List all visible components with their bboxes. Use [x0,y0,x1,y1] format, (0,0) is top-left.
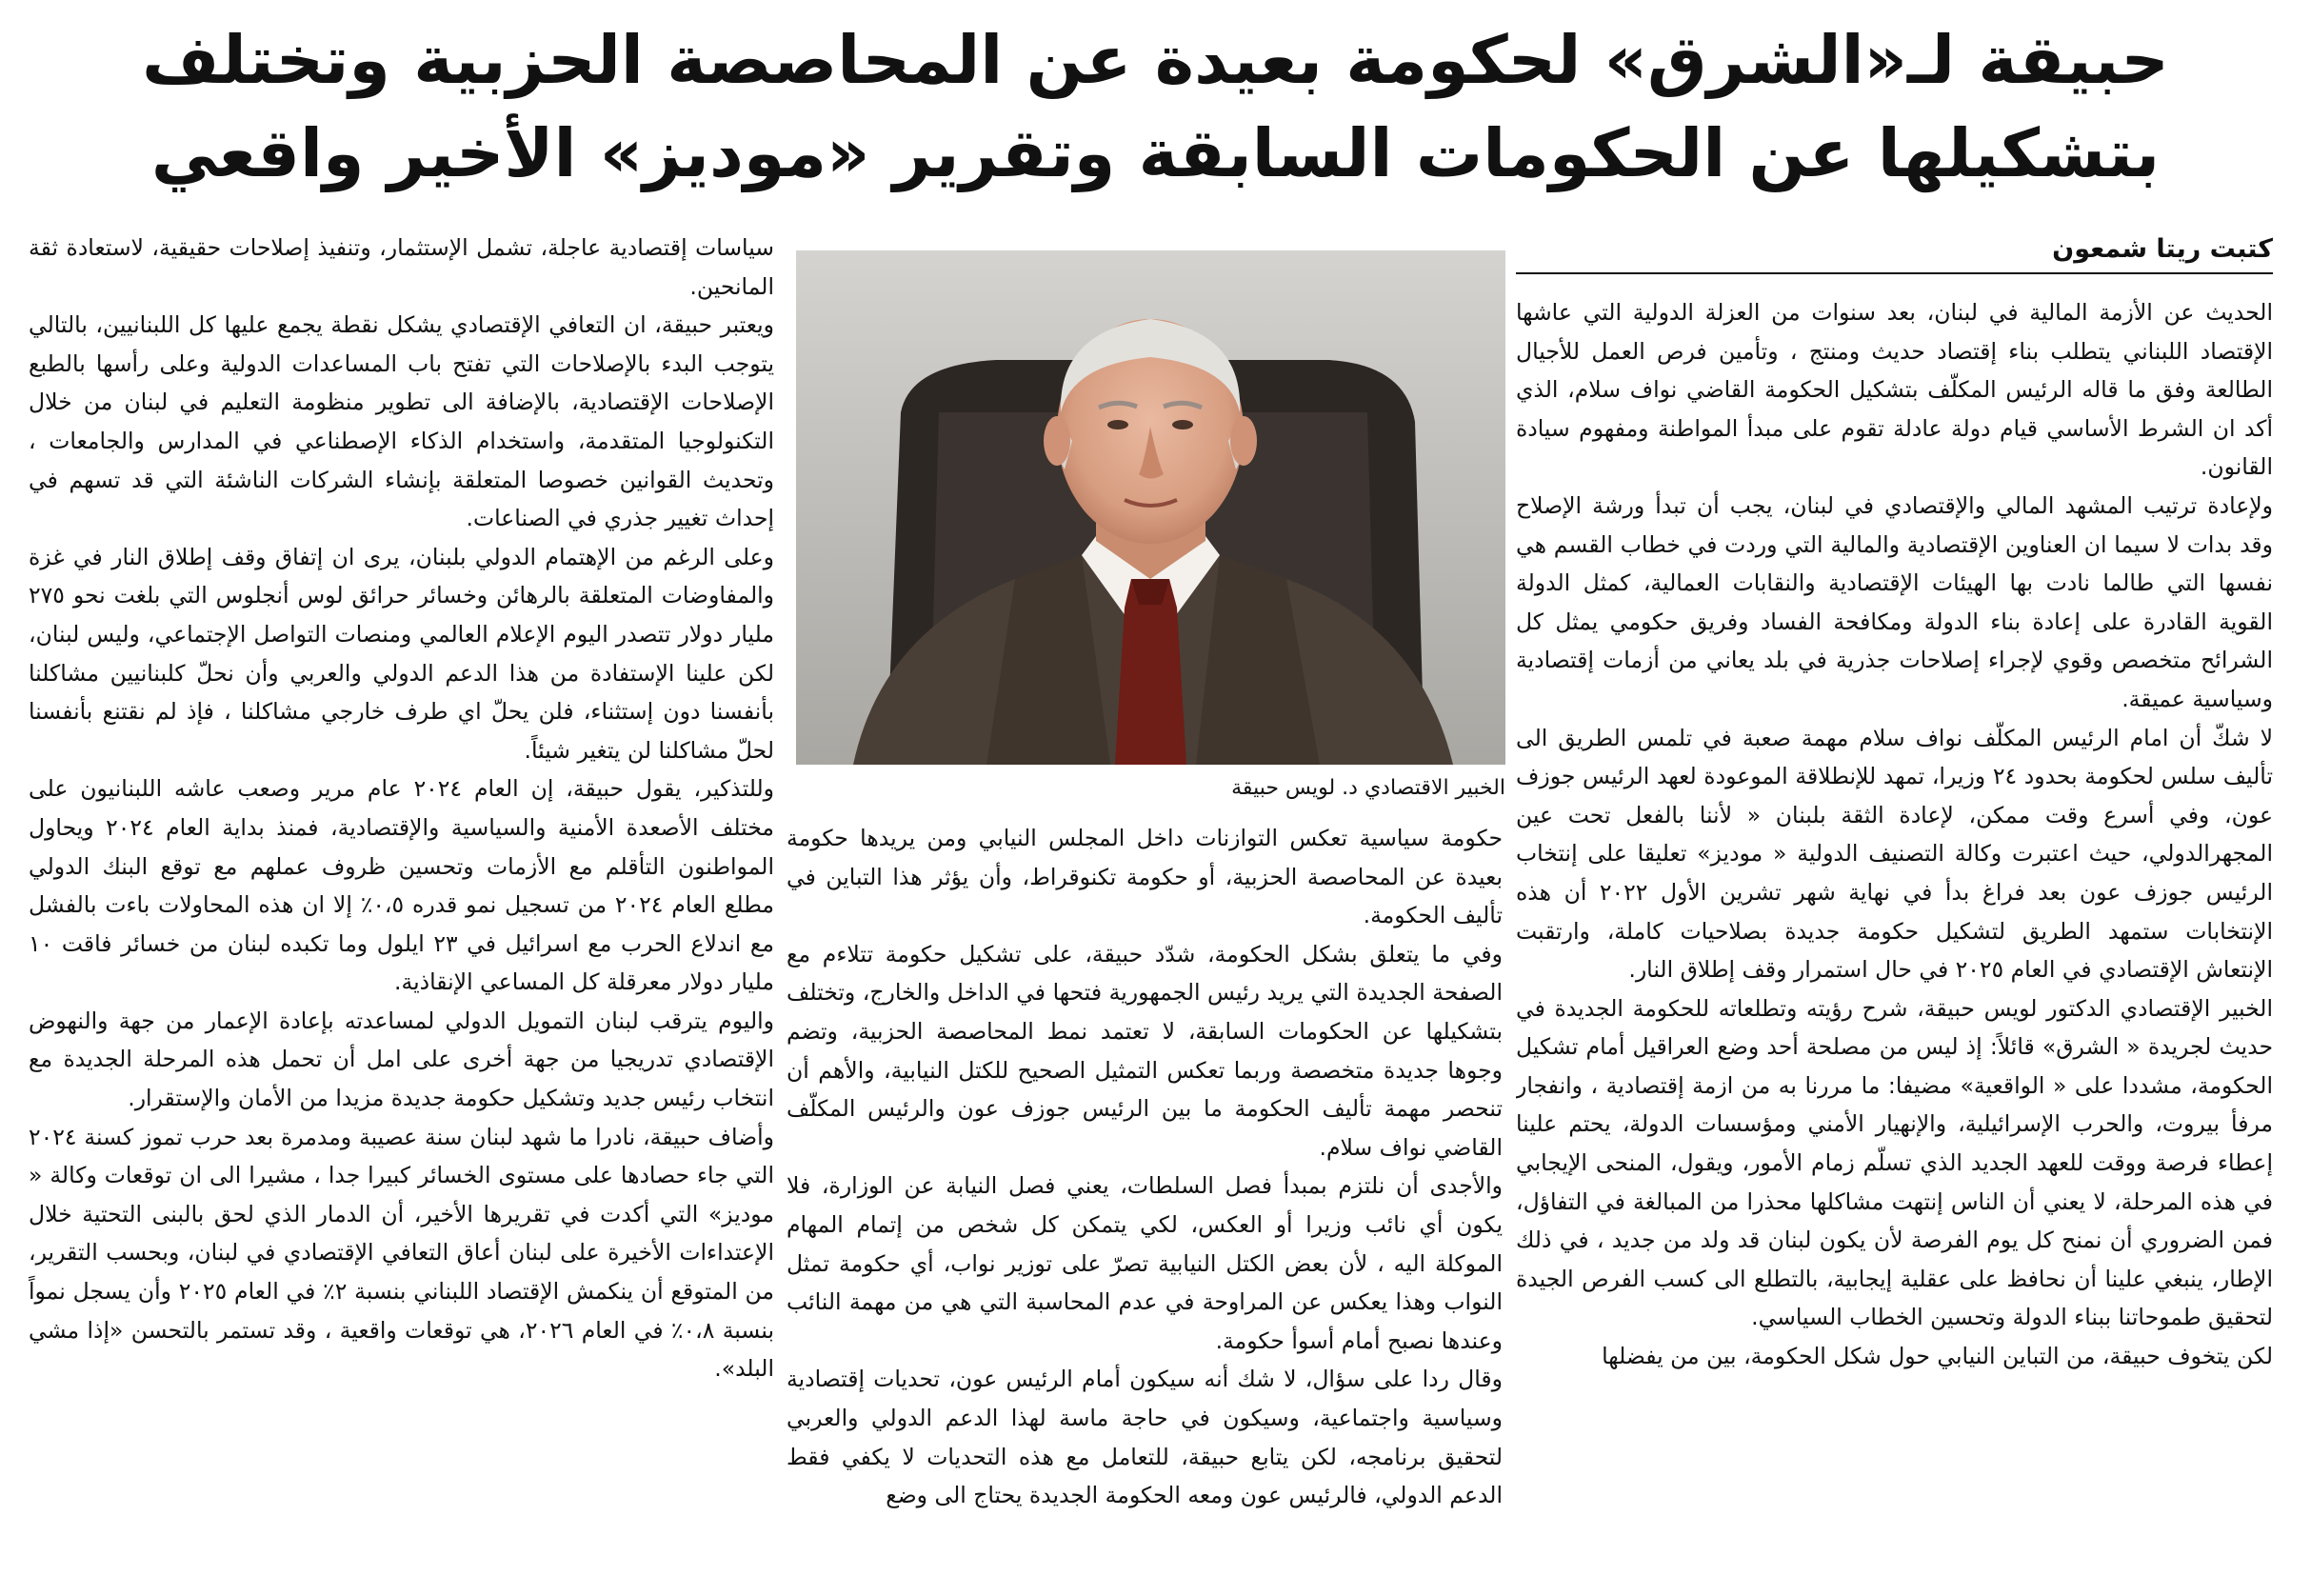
paragraph: الحديث عن الأزمة المالية في لبنان، بعد سنوات من العزلة الدولية التي عاشها الإقتصاد اللبناني يتطلب بناء إقتصاد حديث ومنتج ، وتأمين فرص العمل للأجيال الطالعة وفق ما قاله الرئيس المكلّف بتشكيل الحكومة القاضي نواف سلام، الذي أكد ان الشرط الأساسي قيام دولة عادلة تقوم على مبدأ المواطنة ومفهوم سيادة القانون. [1516,299,2273,481]
paragraph: سياسات إقتصادية عاجلة، تشمل الإستثمار، وتنفيذ إصلاحات حقيقية، لاستعادة ثقة المانحين. [29,234,774,300]
paragraph: الخبير الإقتصادي الدكتور لويس حبيقة، شرح رؤيته وتطلعاته للحكومة الجديدة في حديث لجريدة « الشرق» قائلاً: إذ ليس من مصلحة أحد وضع العراقيل أمام تشكيل الحكومة، مشددا على « الواقعية» مضيفا: ما مررنا به من ازمة إقتصادية ، وانفجار مرفأ بيروت، والحرب الإسرائيلية، والإنهيار الأمني ومؤسسات الدولة، يحتم علينا إعطاء فرصة ووقت للعهد الجديد الذي تسلّم زمام الأمور، ويقول، المنحى الإيجابي في هذه المرحلة، لا يعني أن الناس إنتهت مشاكلها محذرا من المبالغة في التفاؤل، فمن الضروري أن نمنح كل يوم الفرصة لأن يكون لبنان قد ولد من جديد ، في ذلك الإطار، ينبغي علينا أن نحافظ على عقلية إيجابية، بالتطلع الى كسب الفرص الجيدة لتحقيق طموحاتنا ببناء الدولة وتحسين الخطاب السياسي. [1516,994,2273,1331]
paragraph: والأجدى أن نلتزم بمبدأ فصل السلطات، يعني فصل النيابة عن الوزارة، فلا يكون أي نائب وزيرا أو العكس، لكي يتمكن كل شخص من إتمام المهام الموكلة اليه ، لأن بعض الكتل النيابية تصرّ على توزير نواب، أي حكومة تمثل النواب وهذا يعكس عن المراوحة في عدم المحاسبة التي هي من مهمة النائب وعندها نصبح أمام أسوأ حكومة. [787,1172,1503,1354]
paragraph: واليوم يترقب لبنان التمويل الدولي لمساعدته بإعادة الإعمار من جهة والنهوض الإقتصادي تدريجيا من جهة أخرى على امل أن تحمل هذه المرحلة الجديدة مع انتخاب رئيس جديد وتشكيل حكومة جديدة مزيدا من الأمان والإستقرار. [29,1007,774,1112]
headline-line-1: حبيقة لـ«الشرق» لحكومة بعيدة عن المحاصصة الحزبية وتختلف [142,21,2169,99]
paragraph: ويعتبر حبيقة، ان التعافي الإقتصادي يشكل نقطة يجمع عليها كل اللبنانيين، بالتالي يتوجب البدء بالإصلاحات التي تفتح باب المساعدات الدولية وعلى رأسها بالطبع الإصلاحات الإقتصادية، بالإضافة الى تطوير منظومة التعليم في لبنان من خلال التكنولوجيا المتقدمة، واستخدام الذكاء الإصطناعي في المدارس والجامعات ، وتحديث القوانين خصوصا المتعلقة بإنشاء الشركات الناشئة التي قد تسهم في إحداث تغيير جذري في الصناعات. [29,311,774,532]
article-column-right [1516,229,2273,1586]
portrait-illustration [796,250,1505,765]
article-column-left [29,229,774,1586]
paragraph: وقال ردا على سؤال، لا شك أنه سيكون أمام الرئيس عون، تحديات إقتصادية وسياسية واجتماعية، وسيكون في حاجة ماسة لهذا الدعم الدولي والعربي لتحقيق برنامجه، لكن يتابع حبيقة، للتعامل مع هذه التحديات لا يكفي فقط الدعم الدولي، فالرئيس عون ومعه الحكومة الجديدة يحتاج الى وضع [787,1366,1503,1509]
photo-caption: الخبير الاقتصادي د. لويس حبيقة [1231,776,1505,800]
paragraph: وعلى الرغم من الإهتمام الدولي بلبنان، يرى ان إتفاق وقف إطلاق النار في غزة والمفاوضات المتعلقة بالرهائن وخسائر حرائق لوس أنجلوس التي بلغت نحو ٢٧٥ مليار دولار تتصدر اليوم الإعلام العالمي ومنصات التواصل الإجتماعي، وليس لبنان، لكن علينا الإستفادة من هذا الدعم الدولي والعربي وأن نحلّ كلبنانيين مشاكلنا بأنفسنا دون إستثناء، فلن يحلّ اي طرف خارجي مشاكلنا ، فإذ لم نقتنع بأنفسنا لحلّ مشاكلنا لن يتغير شيئاً. [29,543,774,764]
portrait-photo [796,250,1505,765]
headline-line-2: بتشكيلها عن الحكومات السابقة وتقرير «موديز» الأخير واقعي [150,114,2161,192]
paragraph: وفي ما يتعلق بشكل الحكومة، شدّد حبيقة، على تشكيل حكومة تتلاءم مع الصفحة الجديدة التي يريد رئيس الجمهورية فتحها في الداخل والخارج، وتختلف بتشكيلها عن الحكومات السابقة، لا تعتمد نمط المحاصصة الحزبية، وتضم وجوها جديدة متخصصة وربما تعكس التمثيل الصحيح للكتل النيابية، والأهم أن تنحصر مهمة تأليف الحكومة ما بين الرئيس جوزف عون والرئيس المكلّف القاضي نواف سلام. [787,940,1503,1161]
paragraph: لا شكّ أن امام الرئيس المكلّف نواف سلام مهمة صعبة في تلمس الطريق الى تأليف سلس لحكومة بحدود ٢٤ وزيرا، تمهد للإنطلاقة الموعودة لعهد الرئيس جوزف عون، وفي أسرع وقت ممكن، لإعادة الثقة بلبنان « لأننا بالفعل تحت عين المجهرالدولي، حيث اعتبرت وكالة التصنيف الدولية « موديز» تعليقا على إنتخاب الرئيس جوزف عون بعد فراغ بدأ في نهاية شهر تشرين الأول ٢٠٢٢ أن هذه الإنتخابات ستمهد الطريق لتشكيل حكومة جديدة بصلاحيات كاملة، وارتقبت الإنتعاش الإقتصادي في العام ٢٠٢٥ في حال استمرار وقف إطلاق النار. [1516,724,2273,984]
paragraph: ولإعادة ترتيب المشهد المالي والإقتصادي في لبنان، يجب أن تبدأ ورشة الإصلاح وقد بدات لا سيما ان العناوين الإقتصادية والمالية التي وردت في خطاب القسم هي نفسها التي طالما نادت بها الهيئات الإقتصادية والنقابات العمالية، كمثل الدولة القوية القادرة على إعادة بناء الدولة ومكافحة الفساد وفريق حكومي يمثل كل الشرائح متخصص وقوي لإجراء إصلاحات جذرية في بلد يعاني من أزمات إقتصادية وسياسية عميقة. [1516,491,2273,712]
paragraph: لكن يتخوف حبيقة، من التباين النيابي حول شكل الحكومة، بين من يفضلها [1602,1343,2273,1370]
paragraph: وللتذكير، يقول حبيقة، إن العام ٢٠٢٤ عام مرير وصعب عاشه اللبنانيون على مختلف الأصعدة الأمنية والسياسية والإقتصادية، فمنذ بداية العام ٢٠٢٤ ويحاول المواطنون التأقلم مع الأزمات وتحسين ظروف عملهم مع توقع البنك الدولي مطلع العام ٢٠٢٤ من تسجيل نمو قدره ٠،٥٪ إلا ان هذه المحاولات باءت بالفشل مع اندلاع الحرب مع اسرائيل في ٢٣ ايلول وما تكبده لبنان من خسائر فاقت ١٠ مليار دولار معرقلة كل المساعي الإنقاذية. [29,775,774,996]
byline: كتبت ريتا شمعون [1516,230,2273,274]
headline [57,13,2254,218]
paragraph: وأضاف حبيقة، نادرا ما شهد لبنان سنة عصيبة ومدمرة بعد حرب تموز كسنة ٢٠٢٤ التي جاء حصادها على مستوى الخسائر كبيرا جدا ، مشيرا الى ان توقعات وكالة « موديز» التي أكدت في تقريرها الأخير، أن الدمار الذي لحق بالبنى التحتية خلال الإعتداءات الأخيرة على لبنان أعاق التعافي الإقتصادي في لبنان، وبحسب التقرير، من المتوقع أن ينكمش الإقتصاد اللبناني بنسبة ٢٪ في العام ٢٠٢٥ وأن يسجل نمواً بنسبة ٠،٨٪ في العام ٢٠٢٦، هي توقعات واقعية ، وقد تستمر بالتحسن «إذا مشي البلد». [29,1123,774,1383]
paragraph: حكومة سياسية تعكس التوازنات داخل المجلس النيابي ومن يريدها حكومة بعيدة عن المحاصصة الحزبية، أو حكومة تكنوقراط، وأن يؤثر هذا التباين في تأليف الحكومة. [787,825,1503,929]
article-column-middle [787,819,1503,1586]
